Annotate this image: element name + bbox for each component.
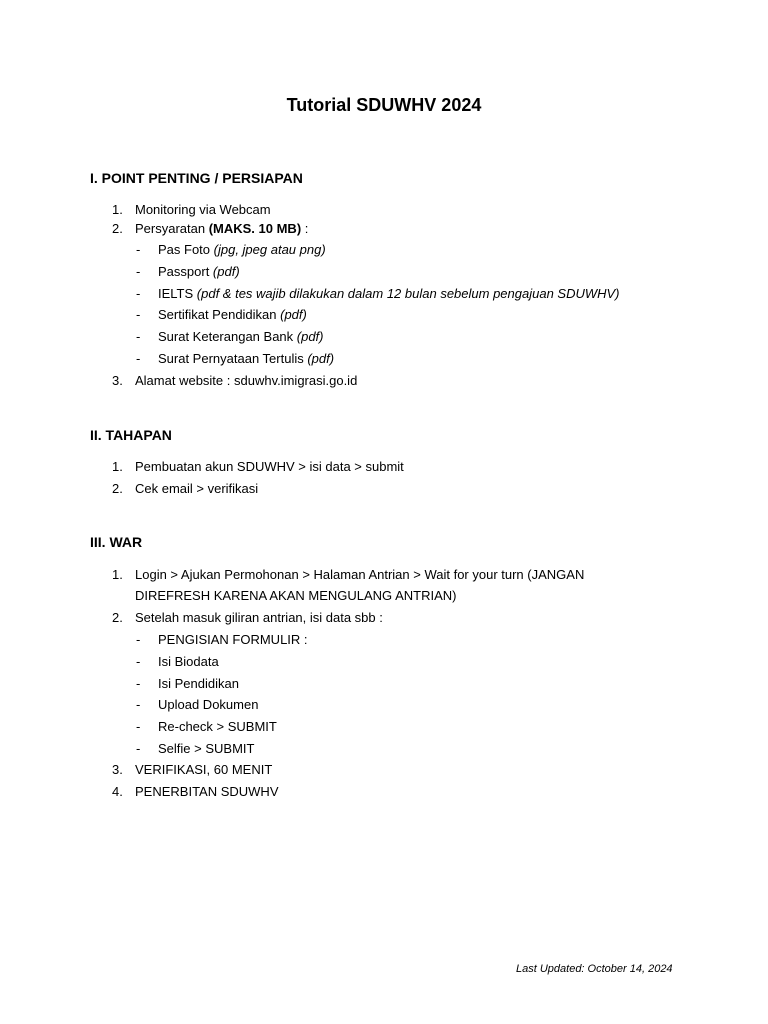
list-item: PENERBITAN SDUWHV [135, 784, 279, 799]
requirement-name: Surat Pernyataan Tertulis [158, 351, 308, 366]
sub-list-item: PENGISIAN FORMULIR : [158, 632, 308, 647]
sub-list-item [158, 304, 307, 325]
page-title: Tutorial SDUWHV 2024 [286, 95, 482, 115]
list-item: VERIFIKASI, 60 MENIT [135, 762, 273, 777]
requirement-format: (pdf) [296, 329, 324, 344]
requirement-name: IELTS [158, 286, 197, 301]
requirement-format: (pdf & tes wajib dilakukan dalam 12 bulan sebelum pengajuan SDUWHV) [196, 286, 620, 301]
requirement-format: (jpg, jpeg atau png) [213, 242, 326, 257]
bullet-dash: - [136, 307, 141, 322]
list-item: Monitoring via Webcam [135, 202, 271, 217]
size-limit-text: (MAKS. 10 MB) [208, 221, 302, 236]
list-number: 2. [112, 221, 123, 236]
sub-list-item [158, 283, 620, 304]
sub-list-item: Selfie > SUBMIT [158, 741, 255, 756]
requirement-name: Surat Keterangan Bank [158, 329, 297, 344]
list-item: Pembuatan akun SDUWHV > isi data > submit [135, 459, 404, 474]
section-heading-tahapan: II. TAHAPAN [90, 427, 172, 443]
requirement-name: Pas Foto [158, 242, 214, 257]
sub-list-item: Isi Biodata [158, 654, 219, 669]
bullet-dash: - [136, 632, 141, 647]
bullet-dash: - [136, 242, 141, 257]
bullet-dash: - [136, 286, 141, 301]
bullet-dash: - [136, 654, 141, 669]
list-number: 3. [112, 762, 123, 777]
list-number: 4. [112, 784, 123, 799]
list-item-text: : [301, 221, 309, 236]
bullet-dash: - [136, 351, 141, 366]
section-heading-war: III. WAR [90, 534, 143, 550]
list-item: Setelah masuk giliran antrian, isi data sbb : [135, 610, 383, 625]
sub-list-item: Isi Pendidikan [158, 676, 239, 691]
requirement-format: (pdf) [212, 264, 240, 279]
list-number: 1. [112, 202, 123, 217]
section-heading-persiapan: I. POINT PENTING / PERSIAPAN [90, 170, 303, 186]
requirement-name: Sertifikat Pendidikan [158, 307, 281, 322]
bullet-dash: - [136, 329, 141, 344]
list-number: 1. [112, 567, 123, 582]
list-item-text: Persyaratan [135, 221, 209, 236]
requirement-format: (pdf) [307, 351, 335, 366]
last-updated-footer: Last Updated: October 14, 2024 [516, 963, 673, 975]
bullet-dash: - [136, 697, 141, 712]
sub-list-item [158, 261, 240, 282]
list-item [135, 218, 308, 239]
list-number: 3. [112, 373, 123, 388]
list-item: Cek email > verifikasi [135, 481, 259, 496]
bullet-dash: - [136, 264, 141, 279]
requirement-format: (pdf) [280, 307, 307, 322]
list-number: 1. [112, 459, 123, 474]
sub-list-item [158, 239, 326, 260]
list-item: Alamat website : sduwhv.imigrasi.go.id [135, 373, 358, 388]
list-item: Login > Ajukan Permohonan > Halaman Antrian > Wait for your turn (JANGAN DIREFRESH KARENA AKAN MENGULANG ANTRIAN) [135, 567, 585, 603]
bullet-dash: - [136, 719, 141, 734]
sub-list-item [158, 326, 324, 347]
sub-list-item: Re-check > SUBMIT [158, 719, 277, 734]
list-number: 2. [112, 481, 123, 496]
sub-list-item: Upload Dokumen [158, 697, 259, 712]
requirement-name: Passport [158, 264, 213, 279]
list-number: 2. [112, 610, 123, 625]
bullet-dash: - [136, 676, 141, 691]
sub-list-item [158, 348, 334, 369]
bullet-dash: - [136, 741, 141, 756]
